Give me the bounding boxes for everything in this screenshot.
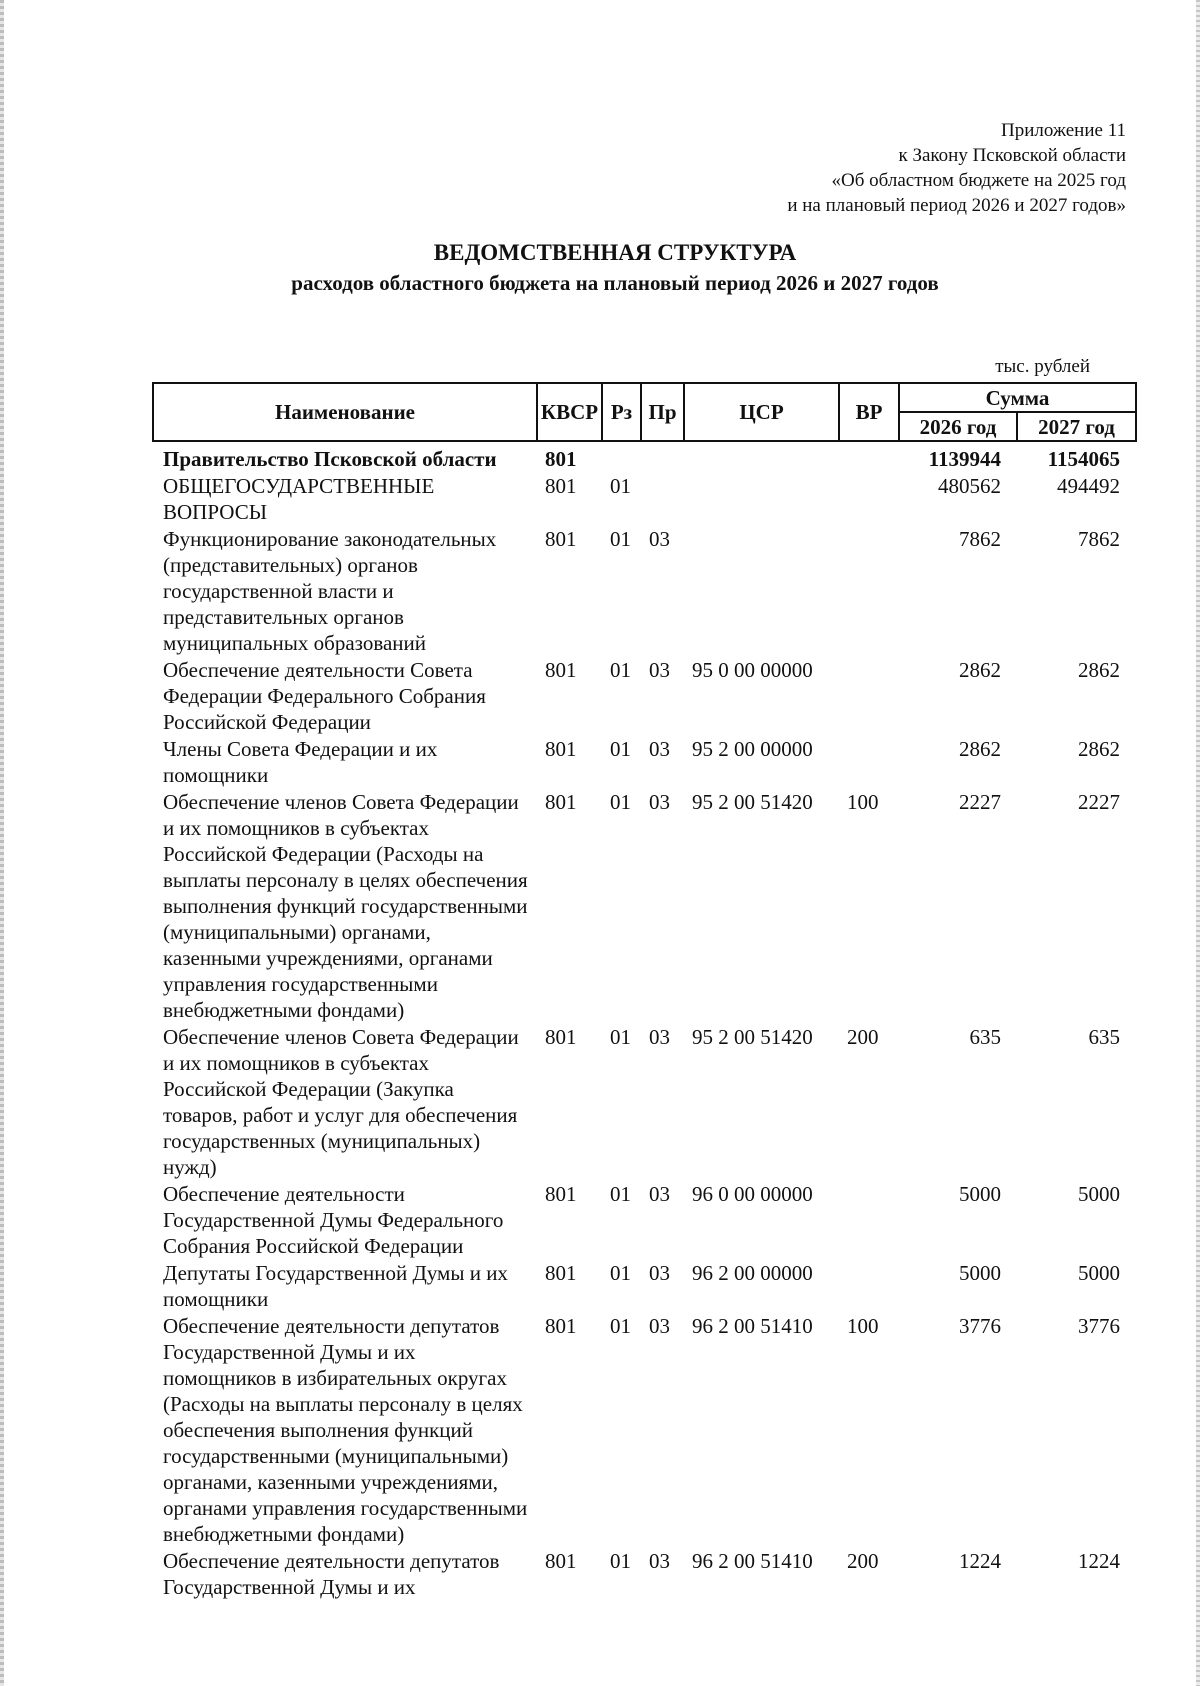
header-rz: Рз — [602, 383, 641, 441]
cell-pr: 03 — [649, 1025, 670, 1049]
cell-2026: 2862 — [959, 658, 1001, 682]
cell-kvsr: 801 — [545, 474, 577, 498]
cell-csr: 95 2 00 51420 — [692, 790, 813, 814]
cell-rz: 01 — [610, 474, 631, 498]
cell-csr: 96 2 00 51410 — [692, 1314, 813, 1338]
cell-csr: 95 2 00 51420 — [692, 1025, 813, 1049]
header-kvsr: КВСР — [537, 383, 602, 441]
table-row — [153, 441, 1136, 473]
cell-name: Обеспечение членов Совета Федерации и их помощников в субъектах Российской Федерации (Расходы на выплаты персоналу в целях обеспечения выполнения функций государственными (муниципальными) органами, казенными учреждениями, органами управления государственными внебюджетными фондами) — [163, 790, 528, 1022]
cell-csr: 95 2 00 00000 — [692, 737, 813, 761]
table-header — [153, 383, 1136, 441]
cell-name: Обеспечение деятельности Совета Федерации Федерального Собрания Российской Федерации — [163, 658, 486, 734]
cell-vr — [839, 1260, 899, 1313]
table-row — [153, 473, 1136, 526]
cell-csr: 95 0 00 00000 — [692, 658, 813, 682]
cell-name: Депутаты Государственной Думы и их помощники — [163, 1261, 508, 1311]
cell-pr: 03 — [649, 737, 670, 761]
cell-2026: 5000 — [959, 1182, 1001, 1206]
cell-pr — [641, 441, 684, 473]
cell-kvsr: 801 — [545, 1261, 577, 1285]
cell-pr: 03 — [649, 1314, 670, 1338]
cell-csr — [684, 473, 839, 526]
cell-csr: 96 0 00 00000 — [692, 1182, 813, 1206]
header-vr: ВР — [839, 383, 899, 441]
budget-table — [152, 382, 1137, 1601]
appendix-line: «Об областном бюджете на 2025 год — [831, 170, 1126, 191]
header-2026: 2026 год — [899, 412, 1017, 441]
cell-rz: 01 — [610, 1314, 631, 1338]
table-row — [153, 1260, 1136, 1313]
cell-name: Члены Совета Федерации и их помощники — [163, 737, 438, 787]
cell-rz: 01 — [610, 1182, 631, 1206]
cell-name: Обеспечение деятельности депутатов Государственной Думы и их помощников в избирательных округах (Расходы на выплаты персоналу в целях обеспечения выполнения функций государственными (муниципальными) органами, казенными учреждениями, органами управления государственными внебюджетными фондами) — [163, 1314, 528, 1546]
cell-kvsr: 801 — [545, 1314, 577, 1338]
cell-rz: 01 — [610, 1261, 631, 1285]
table-row — [153, 526, 1136, 657]
cell-kvsr: 801 — [545, 658, 577, 682]
cell-kvsr: 801 — [545, 1182, 577, 1206]
header-pr: Пр — [641, 383, 684, 441]
cell-pr: 03 — [649, 1261, 670, 1285]
cell-2026: 5000 — [959, 1261, 1001, 1285]
cell-csr: 96 2 00 51410 — [692, 1549, 813, 1573]
cell-2026: 3776 — [959, 1314, 1001, 1338]
cell-2026: 480562 — [938, 474, 1001, 498]
cell-kvsr: 801 — [545, 790, 577, 814]
cell-vr — [839, 1181, 899, 1260]
cell-kvsr: 801 — [545, 737, 577, 761]
appendix-line: и на плановый период 2026 и 2027 годов» — [787, 195, 1126, 216]
cell-2027: 1224 — [1078, 1549, 1120, 1573]
cell-name: Правительство Псковской области — [163, 447, 497, 471]
cell-2027: 3776 — [1078, 1314, 1120, 1338]
cell-vr — [839, 526, 899, 657]
cell-rz: 01 — [610, 658, 631, 682]
cell-2027: 2862 — [1078, 658, 1120, 682]
cell-kvsr: 801 — [545, 447, 577, 471]
table-row — [153, 1548, 1136, 1601]
cell-kvsr: 801 — [545, 1549, 577, 1573]
cell-pr: 03 — [649, 527, 670, 551]
cell-vr — [839, 441, 899, 473]
cell-2026: 1139944 — [928, 447, 1001, 471]
cell-csr — [684, 526, 839, 657]
cell-vr: 100 — [847, 790, 879, 814]
document-subtitle: расходов областного бюджета на плановый период 2026 и 2027 годов — [291, 271, 939, 295]
table-row — [153, 736, 1136, 789]
header-name: Наименование — [153, 383, 537, 441]
cell-vr: 200 — [847, 1025, 879, 1049]
table-row — [153, 789, 1136, 1024]
cell-name: Обеспечение деятельности депутатов Государственной Думы и их — [163, 1549, 500, 1599]
document-title-block — [0, 238, 1200, 298]
cell-2027: 5000 — [1078, 1182, 1120, 1206]
cell-2027: 1154065 — [1047, 447, 1120, 471]
cell-name: ОБЩЕГОСУДАРСТВЕННЫЕ ВОПРОСЫ — [163, 474, 435, 524]
cell-2026: 1224 — [959, 1549, 1001, 1573]
header-csr: ЦСР — [684, 383, 839, 441]
cell-rz: 01 — [610, 1549, 631, 1573]
cell-kvsr: 801 — [545, 1025, 577, 1049]
document-title: ВЕДОМСТВЕННАЯ СТРУКТУРА — [433, 240, 797, 265]
cell-vr: 200 — [847, 1549, 879, 1573]
cell-rz: 01 — [610, 527, 631, 551]
cell-2026: 7862 — [959, 527, 1001, 551]
cell-rz: 01 — [610, 1025, 631, 1049]
cell-2026: 2227 — [959, 790, 1001, 814]
cell-2027: 2227 — [1078, 790, 1120, 814]
cell-vr — [839, 473, 899, 526]
cell-vr — [839, 736, 899, 789]
cell-pr — [641, 473, 684, 526]
cell-csr — [684, 441, 839, 473]
cell-2027: 7862 — [1078, 527, 1120, 551]
header-sum: Сумма — [899, 383, 1136, 412]
table-row — [153, 1181, 1136, 1260]
table-row — [153, 657, 1136, 736]
cell-kvsr: 801 — [545, 527, 577, 551]
cell-2026: 635 — [969, 1025, 1001, 1049]
cell-pr: 03 — [649, 1549, 670, 1573]
table-body — [153, 441, 1136, 1601]
cell-2026: 2862 — [959, 737, 1001, 761]
cell-pr: 03 — [649, 1182, 670, 1206]
table-row — [153, 1313, 1136, 1548]
cell-2027: 5000 — [1078, 1261, 1120, 1285]
cell-name: Обеспечение деятельности Государственной Думы Федерального Собрания Российской Федерации — [163, 1182, 504, 1258]
cell-vr — [839, 657, 899, 736]
appendix-note — [787, 118, 1126, 218]
header-2027: 2027 год — [1017, 412, 1136, 441]
cell-name: Функционирование законодательных (представительных) органов государственной власти и представительных органов муниципальных образований — [163, 527, 497, 655]
appendix-line: к Закону Псковской области — [898, 145, 1126, 166]
cell-csr: 96 2 00 00000 — [692, 1261, 813, 1285]
cell-pr: 03 — [649, 658, 670, 682]
cell-pr: 03 — [649, 790, 670, 814]
cell-rz: 01 — [610, 790, 631, 814]
cell-name: Обеспечение членов Совета Федерации и их помощников в субъектах Российской Федерации (Закупка товаров, работ и услуг для обеспечения государственных (муниципальных) нужд) — [163, 1025, 519, 1179]
cell-2027: 2862 — [1078, 737, 1120, 761]
cell-rz: 01 — [610, 737, 631, 761]
cell-2027: 635 — [1088, 1025, 1120, 1049]
table-row — [153, 1024, 1136, 1181]
cell-rz — [602, 441, 641, 473]
cell-vr: 100 — [847, 1314, 879, 1338]
cell-2027: 494492 — [1057, 474, 1120, 498]
units-label: тыс. рублей — [995, 356, 1090, 377]
appendix-line: Приложение 11 — [1000, 120, 1126, 141]
